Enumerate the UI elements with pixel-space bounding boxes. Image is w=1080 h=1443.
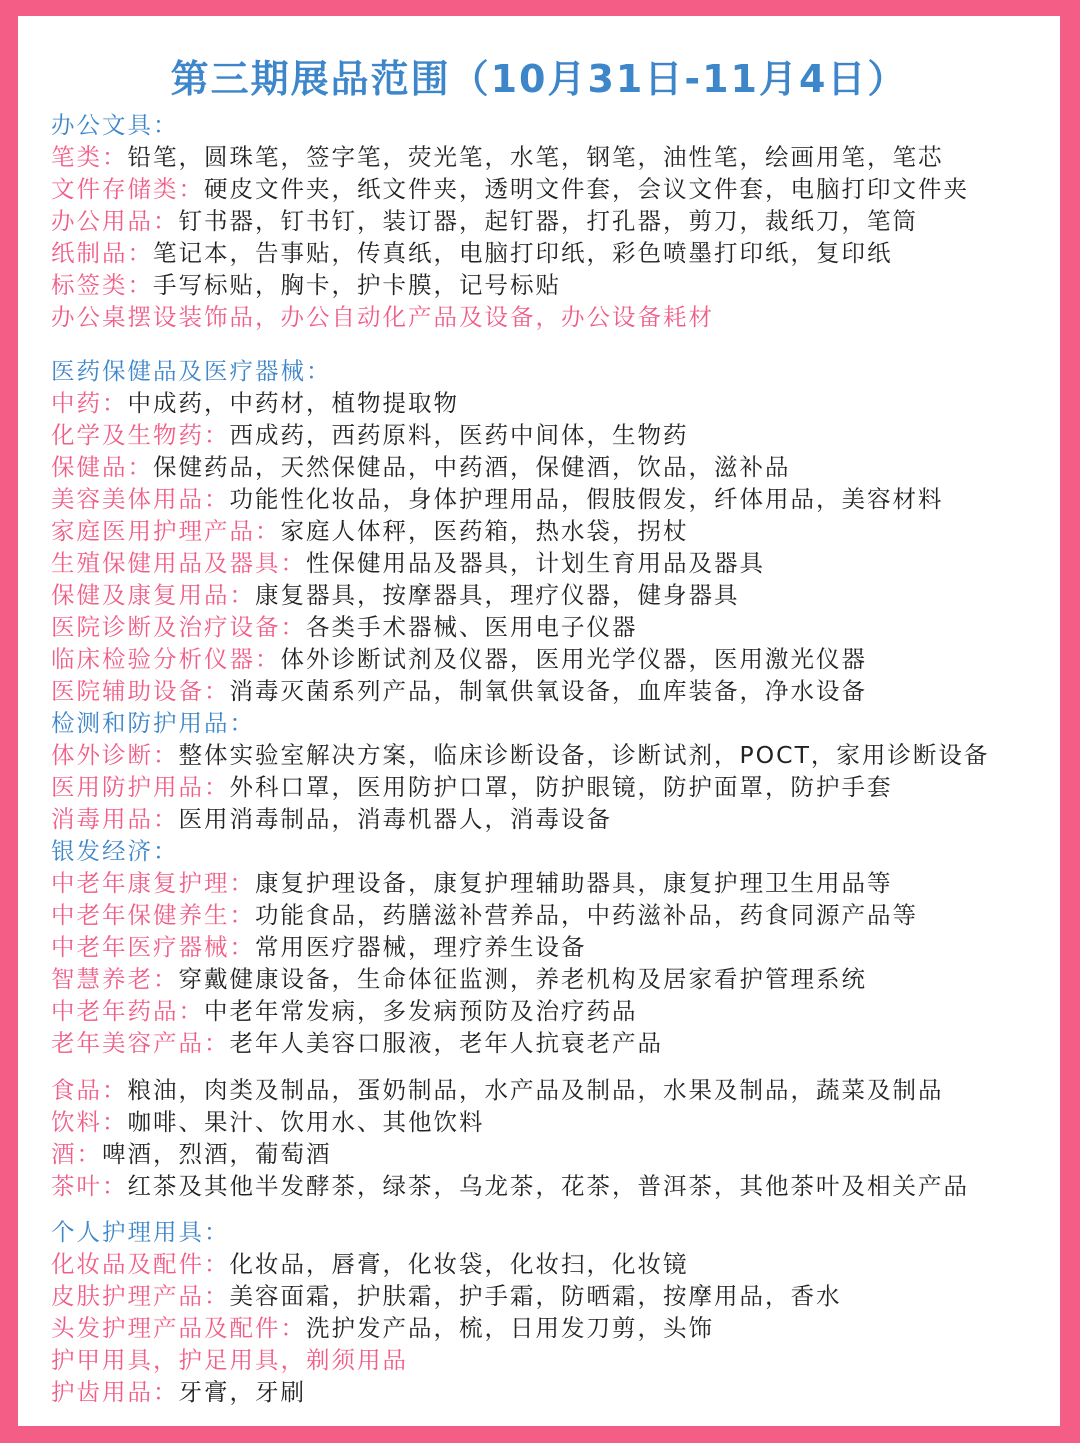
list-item [51,1280,842,1312]
item-label: 医院辅助设备： [51,677,230,705]
section-heading-medical: 医药保健品及医疗器械： [51,357,332,385]
item-text: 消毒灭菌系列产品，制氧供氧设备，血库装备，净水设备 [229,677,867,705]
item-label: 茶叶： [51,1172,128,1200]
item-text: 牙膏，牙刷 [178,1378,306,1406]
list-item [51,579,740,611]
page-title: 第三期展品范围（10月31日-11月4日） [170,57,908,101]
item-label: 临床检验分析仪器： [51,645,281,673]
list-item [51,739,989,771]
item-text: 功能食品，药膳滋补营养品，中药滋补品，药食同源产品等 [255,901,918,929]
list-item [51,387,459,419]
list-item [51,1106,485,1138]
item-text: 西成药，西药原料，医药中间体，生物药 [229,421,689,449]
item-label: 中老年医疗器械： [51,933,255,961]
item-label: 保健品： [51,453,153,481]
item-label: 酒： [51,1140,102,1168]
item-label: 智慧养老： [51,965,179,993]
item-label: 中老年康复护理： [51,869,255,897]
item-text: 洗护发产品，梳，日用发刀剪，头饰 [306,1314,714,1342]
item-label: 体外诊断： [51,741,179,769]
item-label: 美容美体用品： [51,485,230,513]
item-label: 文件存储类： [51,175,204,203]
item-text: 各类手术器械、医用电子仪器 [306,613,638,641]
list-item [51,931,587,963]
list-item [51,675,867,707]
list-item [51,483,944,515]
item-text: 美容面霜，护肤霜，护手霜，防晒霜，按摩用品，香水 [229,1282,842,1310]
item-label: 化学及生物药： [51,421,230,449]
list-item [51,173,969,205]
list-item [51,1138,332,1170]
list-item [51,995,638,1027]
list-item [51,1312,714,1344]
item-text: 手写标贴，胸卡，护卡膜，记号标贴 [153,271,561,299]
item-text: 康复护理设备，康复护理辅助器具，康复护理卫生用品等 [255,869,893,897]
section-heading-personal-care: 个人护理用具： [51,1218,230,1246]
item-text: 铅笔，圆珠笔，签字笔，荧光笔，水笔，钢笔，油性笔，绘画用笔，笔芯 [127,143,944,171]
item-label: 食品： [51,1076,128,1104]
list-item [51,1344,408,1376]
item-label: 中老年保健养生： [51,901,255,929]
list-item [51,237,893,269]
list-item [51,771,893,803]
list-item [51,1074,944,1106]
list-item [51,963,867,995]
list-item [51,1170,969,1202]
item-text: 外科口罩，医用防护口罩，防护眼镜，防护面罩，防护手套 [229,773,893,801]
item-label: 消毒用品： [51,805,179,833]
item-text: 红茶及其他半发酵茶，绿茶，乌龙茶，花茶，普洱茶，其他茶叶及相关产品 [127,1172,969,1200]
item-label: 笔类： [51,143,128,171]
list-item [51,803,612,835]
content-card [18,16,1060,1426]
item-label: 化妆品及配件： [51,1250,230,1278]
list-item [51,1027,663,1059]
item-label: 中老年药品： [51,997,204,1025]
list-item [51,205,918,237]
item-label: 家庭医用护理产品： [51,517,281,545]
list-item [51,547,765,579]
item-label: 饮料： [51,1108,128,1136]
list-item [51,419,689,451]
item-text: 家庭人体秤，医药箱，热水袋，拐杖 [280,517,689,545]
item-text: 中成药，中药材，植物提取物 [127,389,459,417]
list-item [51,611,638,643]
item-text: 啤酒，烈酒，葡萄酒 [102,1140,332,1168]
item-text: 粮油，肉类及制品，蛋奶制品，水产品及制品，水果及制品，蔬菜及制品 [127,1076,944,1104]
item-text: 体外诊断试剂及仪器，医用光学仪器，医用激光仪器 [280,645,867,673]
item-text: 性保健用品及器具，计划生育用品及器具 [306,549,765,577]
item-label: 保健及康复用品： [51,581,255,609]
item-label: 护甲用具，护足用具，剃须用品 [51,1346,408,1374]
item-text: 化妆品，唇膏，化妆袋，化妆扫，化妆镜 [229,1250,689,1278]
item-text: 钉书器，钉书钉，装订器，起钉器，打孔器，剪刀，裁纸刀，笔筒 [178,207,918,235]
item-text: 老年人美容口服液，老年人抗衰老产品 [229,1029,663,1057]
item-label: 头发护理产品及配件： [51,1314,306,1342]
item-text: 常用医疗器械，理疗养生设备 [255,933,587,961]
item-label: 生殖保健用品及器具： [51,549,306,577]
item-label: 医院诊断及治疗设备： [51,613,306,641]
list-item [51,643,867,675]
list-item [51,1376,306,1408]
item-text: 功能性化妆品，身体护理用品，假肢假发，纤体用品，美容材料 [229,485,944,513]
item-label: 标签类： [51,271,153,299]
item-label: 老年美容产品： [51,1029,230,1057]
list-item [51,899,918,931]
item-text: 医用消毒制品，消毒机器人，消毒设备 [178,805,612,833]
section-heading-silver-economy: 银发经济： [51,837,179,865]
list-item [51,867,893,899]
item-text: 整体实验室解决方案，临床诊断设备，诊断试剂，POCT，家用诊断设备 [178,741,990,769]
list-item [51,451,791,483]
item-text: 保健药品，天然保健品，中药酒，保健酒，饮品，滋补品 [153,453,791,481]
section-heading-testing-protection: 检测和防护用品： [51,709,255,737]
item-label: 办公桌摆设装饰品，办公自动化产品及设备，办公设备耗材 [51,303,714,331]
section-heading-office-stationery: 办公文具： [51,111,179,139]
item-label: 皮肤护理产品： [51,1282,230,1310]
item-text: 咖啡、果汁、饮用水、其他饮料 [127,1108,485,1136]
item-text: 康复器具，按摩器具，理疗仪器，健身器具 [255,581,740,609]
item-label: 办公用品： [51,207,179,235]
item-label: 中药： [51,389,128,417]
list-item [51,141,944,173]
list-item [51,301,714,333]
item-text: 硬皮文件夹，纸文件夹，透明文件套，会议文件套，电脑打印文件夹 [204,175,969,203]
item-text: 中老年常发病，多发病预防及治疗药品 [204,997,638,1025]
list-item [51,1248,689,1280]
item-label: 纸制品： [51,239,153,267]
item-text: 笔记本，告事贴，传真纸，电脑打印纸，彩色喷墨打印纸，复印纸 [153,239,893,267]
list-item [51,515,689,547]
list-item [51,269,561,301]
item-text: 穿戴健康设备，生命体征监测，养老机构及居家看护管理系统 [178,965,867,993]
item-label: 护齿用品： [51,1378,179,1406]
item-label: 医用防护用品： [51,773,230,801]
